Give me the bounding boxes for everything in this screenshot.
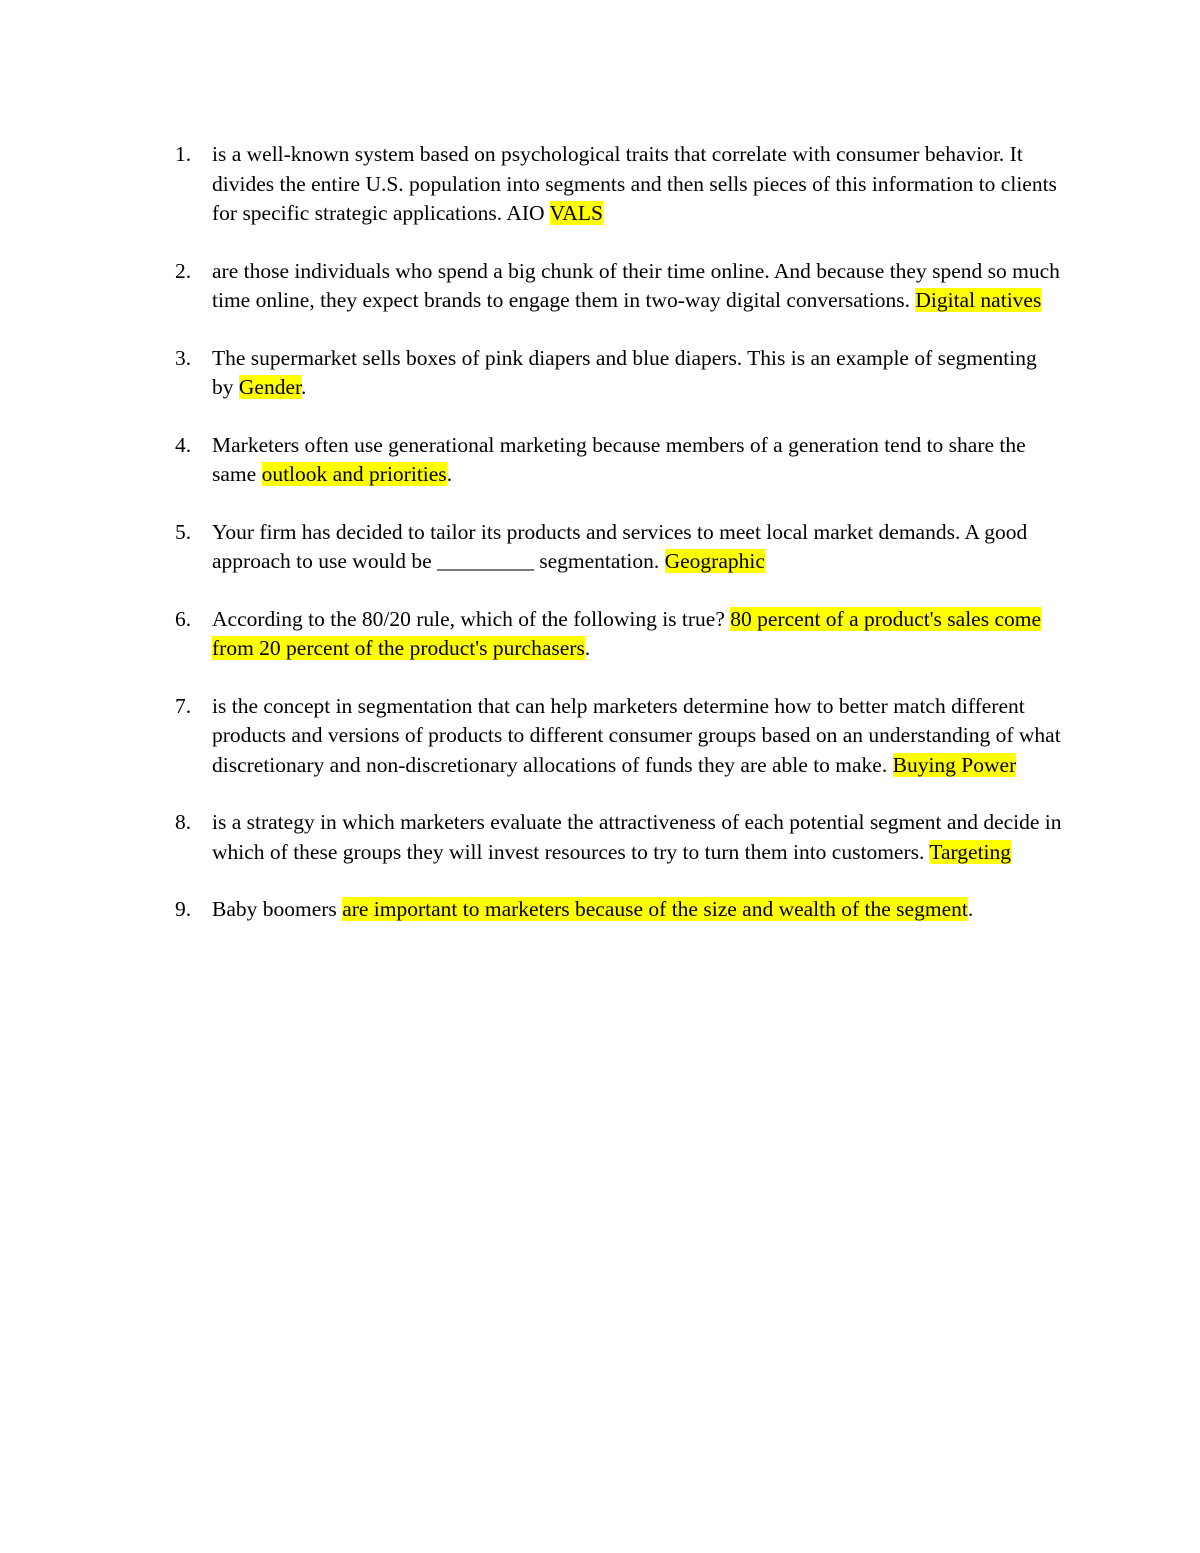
- question-text: Marketers often use generational marketing because members of a generation tend to share the same: [212, 432, 1026, 486]
- question-text: According to the 80/20 rule, which of the following is true?: [212, 606, 731, 631]
- question-trailing: .: [967, 897, 974, 921]
- question-text: is a strategy in which marketers evaluate the attractiveness of each potential segment and decide in which of these groups they will invest resources to try to turn them into customers.: [212, 810, 1062, 864]
- highlighted-answer: Digital natives: [915, 288, 1042, 312]
- highlighted-answer: Targeting: [929, 839, 1012, 864]
- question-number: 1.: [175, 142, 192, 166]
- question-number: 7.: [175, 693, 192, 718]
- question-number: 8.: [175, 810, 192, 834]
- question-text: is a well-known system based on psychological traits that correlate with consumer behavior. It divides the entire U.S. population into segments and then sells pieces of this information to clients for specific strategic applications. AIO: [212, 142, 1057, 225]
- question-number: 5.: [175, 519, 192, 544]
- highlighted-answer: VALS: [549, 201, 603, 225]
- question-item: [0, 140, 1062, 229]
- question-trailing: .: [584, 636, 591, 660]
- highlighted-answer: are important to marketers because of the size and wealth of the segment: [342, 897, 968, 921]
- highlighted-answer: outlook and priorities: [261, 462, 447, 486]
- question-item: [0, 895, 1062, 925]
- question-item: [0, 692, 1062, 781]
- question-item: [0, 518, 1062, 577]
- question-item: [0, 431, 1062, 490]
- question-item: [0, 257, 1062, 316]
- highlighted-answer: Buying Power: [892, 752, 1017, 777]
- question-number: 9.: [175, 897, 192, 921]
- question-text: Your firm has decided to tailor its products and services to meet local market demands. A good approach to use would be _________ segmentation.: [212, 519, 1028, 573]
- question-trailing: .: [300, 375, 307, 399]
- question-text: are those individuals who spend a big chunk of their time online. And because they spend so much time online, they expect brands to engage them in two-way digital conversations.: [212, 258, 1060, 312]
- highlighted-answer: 80 percent of a product's sales come from 20 percent of the product's purchasers: [212, 606, 1042, 660]
- question-number: 4.: [175, 432, 192, 457]
- question-number: 6.: [175, 606, 192, 631]
- question-number: 3.: [175, 345, 192, 370]
- question-text: Baby boomers: [212, 897, 343, 921]
- highlighted-answer: Gender: [238, 375, 301, 399]
- highlighted-answer: Geographic: [664, 549, 765, 573]
- question-item: [0, 808, 1062, 867]
- question-trailing: .: [446, 462, 453, 486]
- question-list: [0, 140, 1200, 953]
- question-text: The supermarket sells boxes of pink diapers and blue diapers. This is an example of segmenting by: [212, 345, 1037, 399]
- question-item: [0, 605, 1062, 664]
- question-number: 2.: [175, 258, 192, 283]
- question-text: is the concept in segmentation that can help marketers determine how to better match different products and versions of products to different consumer groups based on an understanding of what discretionary and non-discretionary allocations of funds they are able to make.: [212, 693, 1061, 777]
- question-item: [0, 344, 1062, 403]
